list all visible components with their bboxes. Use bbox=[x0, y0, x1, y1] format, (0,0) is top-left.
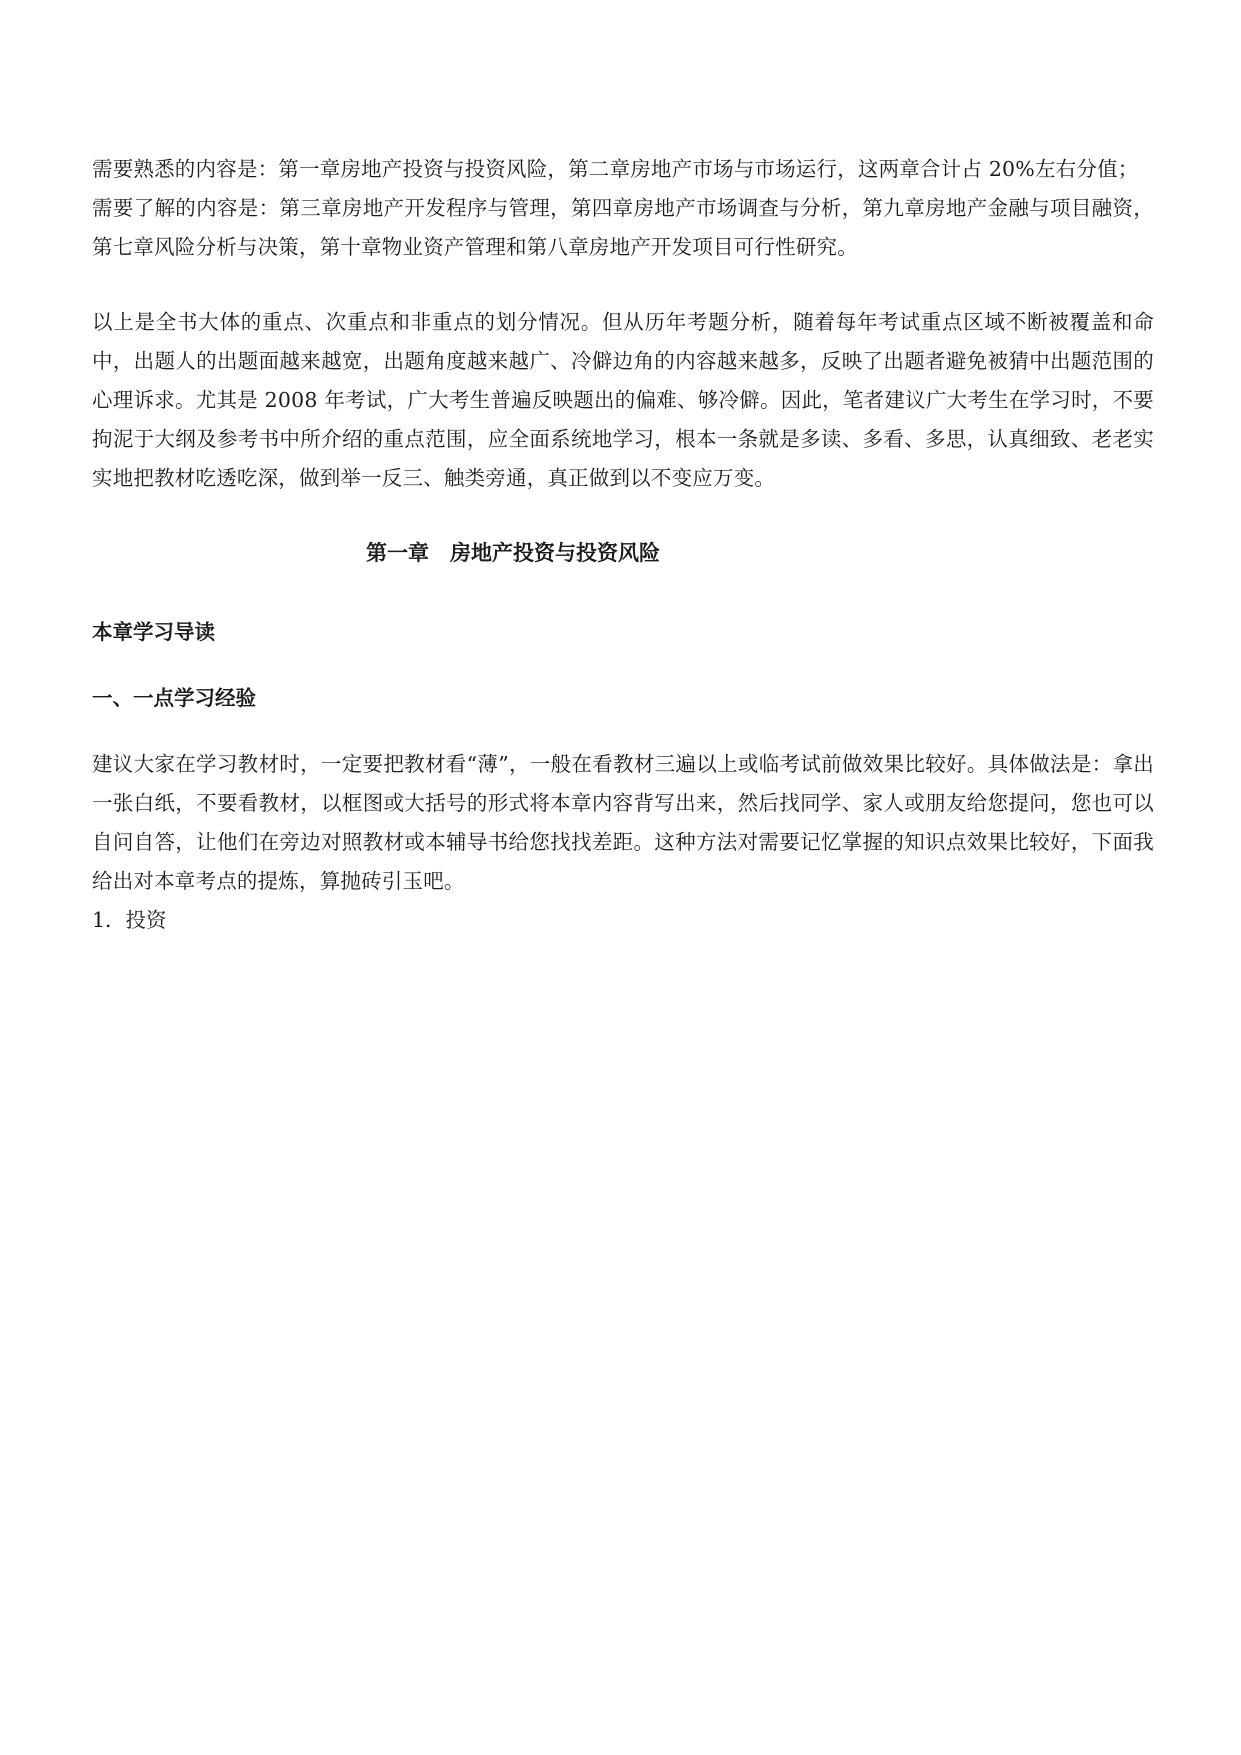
spacer bbox=[92, 498, 1154, 534]
guide-heading: 本章学习导读 bbox=[92, 620, 215, 644]
paragraph-familiar-content: 需要熟悉的内容是：第一章房地产投资与投资风险，第二章房地产市场与市场运行，这两章合计占 20%左右分值； bbox=[92, 157, 1139, 181]
paragraph-summary: 以上是全书大体的重点、次重点和非重点的划分情况。但从历年考题分析，随着每年考试重点区域不断被覆盖和命中，出题人的出题面越来越宽，出题角度越来越广、冷僻边角的内容越来越多，反映了出题者避免被猜中出题范围的心理诉求。尤其是 2008 年考试，广大考生普遍反映题出的偏难、够冷僻。因此，笔者建议广大考生在学习时，不要拘泥于大纲及参考书中所介绍的重点范围，应全面系统地学习，根本一条就是多读、多看、多思，认真细致、老老实实地把教材吃透吃深，做到举一反三、触类旁通，真正做到以不变应万变。 bbox=[92, 310, 1154, 490]
spacer bbox=[92, 267, 1154, 303]
list-item-investment: 1．投资 bbox=[92, 908, 167, 932]
chapter-title: 第一章 房地产投资与投资风险 bbox=[366, 541, 660, 565]
spacer bbox=[92, 652, 1154, 679]
section-one-heading: 一、一点学习经验 bbox=[92, 686, 256, 710]
spacer bbox=[92, 718, 1154, 745]
spacer bbox=[92, 573, 1154, 613]
paragraph-understand-content: 需要了解的内容是：第三章房地产开发程序与管理，第四章房地产市场调查与分析，第九章房地产金融与项目融资，第七章风险分析与决策，第十章物业资产管理和第八章房地产开发项目可行性研究。 bbox=[92, 196, 1154, 259]
document-page bbox=[92, 150, 1154, 940]
paragraph-advice: 建议大家在学习教材时，一定要把教材看“薄”，一般在看教材三遍以上或临考试前做效果比较好。具体做法是：拿出一张白纸，不要看教材，以框图或大括号的形式将本章内容背写出来，然后找同学、家人或朋友给您提问，您也可以自问自答，让他们在旁边对照教材或本辅导书给您找找差距。这种方法对需要记忆掌握的知识点效果比较好，下面我给出对本章考点的提炼，算抛砖引玉吧。 bbox=[92, 752, 1154, 893]
